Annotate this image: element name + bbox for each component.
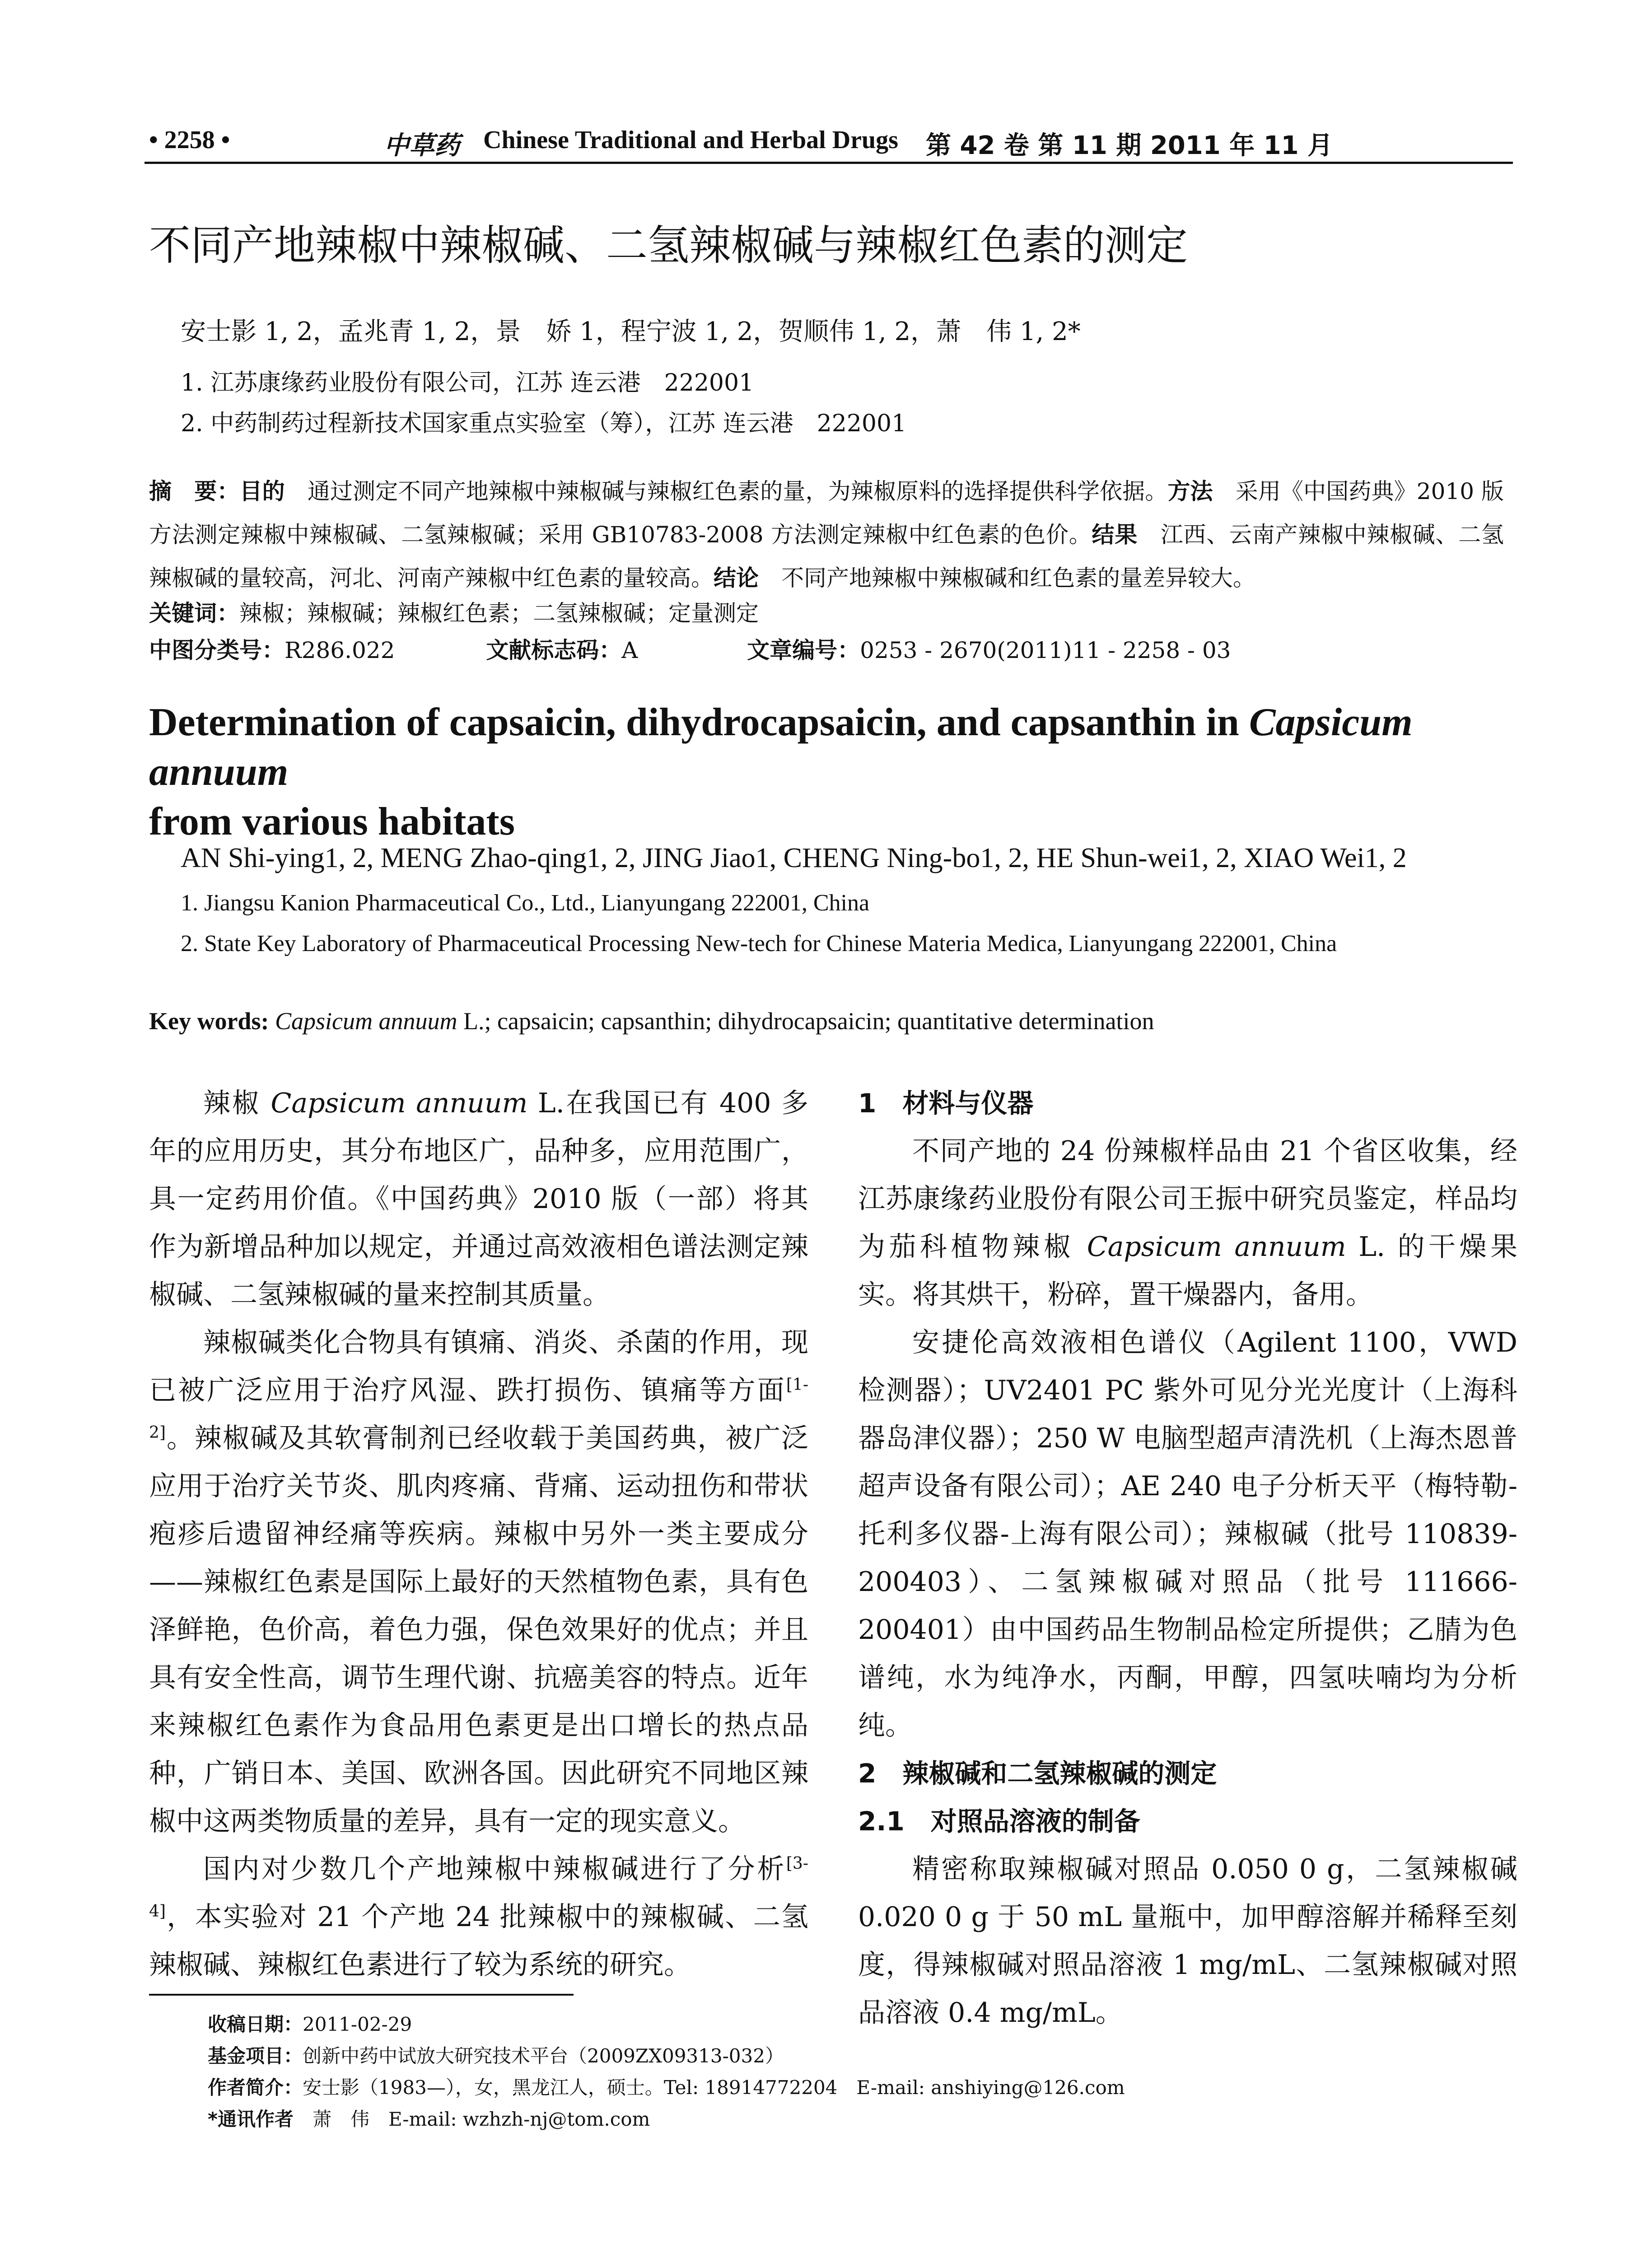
title-en-part2: from various habitats — [149, 800, 515, 844]
article-number-value: 0253 - 2670(2011)11 - 2258 - 03 — [860, 637, 1231, 663]
text: L. 的干燥果实。将其烘干，粉碎，置干燥器内，备用。 — [858, 1231, 1518, 1311]
affiliation-en-2: 2. State Key Laboratory of Pharmaceutical Processing New-tech for Chinese Materia Medica, Lianyungang 222001, China — [181, 931, 1337, 956]
text: L.在我国已有 400 多年的应用历史，其分布地区广，品种多，应用范围广，具一定药用价值。《中国药典》2010 版（一部）将其作为新增品种加以规定，并通过高效液相色谱法测定辣椒碱、二氢辣椒碱的量来控制其质量。 — [149, 1087, 808, 1311]
keywords-en-species: Capsicum annuum — [275, 1008, 457, 1035]
keywords-en-text: L.; capsaicin; capsanthin; dihydrocapsaicin; quantitative determination — [457, 1008, 1154, 1035]
paragraph — [858, 1127, 1517, 1319]
paragraph — [149, 1319, 808, 1845]
abstract-result: 江西、云南产辣椒中辣椒碱、二氢辣椒碱的量较高，河北、河南产辣椒中红色素的量较高。 — [149, 522, 1504, 591]
journal-issue: 第 42 卷 第 11 期 2011 年 11 月 — [926, 131, 1333, 160]
text: 辣椒 — [203, 1087, 271, 1119]
text: 国内对少数几个产地辣椒中辣椒碱进行了分析 — [203, 1853, 786, 1885]
footnote-funding — [208, 2041, 784, 2068]
title-en-part1: Determination of capsaicin, dihydrocapsaicin, and capsanthin in — [149, 700, 1249, 744]
abstract-conclusion: 不同产地辣椒中辣椒碱和红色素的量差异较大。 — [759, 565, 1255, 591]
text: ，本实验对 21 个产地 24 批辣椒中的辣椒碱、二氢辣椒碱、辣椒红色素进行了较为系统的研究。 — [149, 1901, 808, 1981]
body-right-column — [858, 1079, 1517, 2037]
footnote-rule — [149, 1994, 574, 1996]
paragraph: 精密称取辣椒碱对照品 0.050 0 g，二氢辣椒碱 0.020 0 g 于 50 mL 量瓶中，加甲醇溶解并稀释至刻度，得辣椒碱对照品溶液 1 mg/mL、二氢辣椒碱对照品溶液 0.4 mg/mL。 — [858, 1853, 1517, 2029]
abstract-label: 摘 要： — [149, 478, 240, 504]
article-title-cn: 不同产地辣椒中辣椒碱、二氢辣椒碱与辣椒红色素的测定 — [149, 221, 1188, 270]
abstract-objective-label: 目的 — [239, 478, 285, 504]
keywords-cn-text: 辣椒；辣椒碱；辣椒红色素；二氢辣椒碱；定量测定 — [239, 600, 759, 626]
clc-value: R286.022 — [285, 637, 395, 663]
species-name: Capsicum annuum — [271, 1087, 528, 1119]
body-left-column — [149, 1079, 808, 1989]
journal-name-en: Chinese Traditional and Herbal Drugs — [483, 126, 898, 154]
abstract-objective: 通过测定不同产地辣椒中辣椒碱与辣椒红色素的量，为辣椒原料的选择提供科学依据。 — [285, 478, 1168, 504]
abstract-method: 采用《中国药典》2010 版方法测定辣椒中辣椒碱、二氢辣椒碱；采用 GB10783-2008 方法测定辣椒中红色素的色价。 — [149, 478, 1504, 548]
article-number-label: 文章编号： — [747, 637, 860, 663]
abstract-cn — [149, 470, 1504, 600]
text: 辣椒碱类化合物具有镇痛、消炎、杀菌的作用，现已被广泛应用于治疗风湿、跌打损伤、镇痛等方面 — [149, 1327, 808, 1406]
authors-en: AN Shi-ying1, 2, MENG Zhao-qing1, 2, JING Jiao1, CHENG Ning-bo1, 2, HE Shun-wei1, 2, XIAO Wei1, 2 — [181, 843, 1407, 873]
footnote-author — [208, 2073, 1125, 2100]
paragraph: 安捷伦高效液相色谱仪（Agilent 1100，VWD 检测器）；UV2401 PC 紫外可见分光光度计（上海科器岛津仪器）；250 W 电脑型超声清洗机（上海杰恩普超声设备有限公司）；AE 240 电子分析天平（梅特勒-托利多仪器-上海有限公司）；辣椒碱（批号 110839-200403）、二氢辣椒碱对照品（批号 111666-200401）由中国药品生物制品检定所提供；乙腈为色谱纯，水为纯净水，丙酮，甲醇，四氢呋喃均为分析纯。 — [858, 1327, 1517, 1741]
section-heading-2: 2 辣椒碱和二氢辣椒碱的测定 — [858, 1758, 1217, 1789]
footnote-label: 基金项目： — [208, 2045, 303, 2067]
citation: [3-4] — [149, 1854, 808, 1921]
article-title-en — [149, 698, 1526, 847]
authors-cn: 安士影 1, 2，孟兆青 1, 2，景 娇 1，程宁波 1, 2，贺顺伟 1, 2，萧 伟 1, 2* — [181, 317, 1081, 346]
keywords-cn — [149, 592, 1504, 635]
clc-label: 中图分类号： — [149, 637, 285, 663]
page-number: • 2258 • — [149, 126, 230, 154]
footnote-corresponding — [208, 2104, 650, 2132]
text: 。辣椒碱及其软膏制剂已经收载于美国药典，被广泛应用于治疗关节炎、肌肉疼痛、背痛、运动扭伤和带状疱疹后遗留神经痛等疾病。辣椒中另外一类主要成分——辣椒红色素是国际上最好的天然植物色素，具有色泽鲜艳，色价高，着色力强，保色效果好的优点；并且具有安全性高，调节生理代谢、抗癌美容的特点。近年来辣椒红色素作为食品用色素更是出口增长的热点品种，广销日本、美国、欧洲各国。因此研究不同地区辣椒中这两类物质量的差异，具有一定的现实意义。 — [149, 1423, 808, 1837]
affiliation-en-1: 1. Jiangsu Kanion Pharmaceutical Co., Ltd., Lianyungang 222001, China — [181, 890, 870, 916]
footnote-received — [208, 2010, 412, 2037]
paragraph — [149, 1079, 808, 1319]
footnote-label: 作者简介： — [208, 2076, 303, 2099]
keywords-en-label: Key words: — [149, 1008, 269, 1035]
paragraph — [149, 1845, 808, 1989]
section-heading-2-1: 2.1 对照品溶液的制备 — [858, 1806, 1140, 1837]
citation: [1-2] — [149, 1376, 808, 1442]
footnote-text: 萧 伟 E-mail: wzhzh-nj@tom.com — [293, 2108, 650, 2130]
footnote-text: 创新中药中试放大研究技术平台（2009ZX09313-032） — [303, 2045, 784, 2067]
affiliation-cn-1: 1. 江苏康缘药业股份有限公司，江苏 连云港 222001 — [181, 369, 754, 397]
title-en-species: Capsicum annuum — [149, 700, 1413, 794]
classification-row — [149, 632, 1231, 665]
text: 不同产地的 24 份辣椒样品由 21 个省区收集，经江苏康缘药业股份有限公司王振中研究员鉴定，样品均为茄科植物辣椒 — [858, 1135, 1517, 1263]
keywords-en — [149, 1007, 1154, 1035]
abstract-conclusion-label: 结论 — [714, 565, 759, 591]
abstract-result-label: 结果 — [1092, 522, 1138, 548]
section-heading-1: 1 材料与仪器 — [858, 1088, 1034, 1119]
journal-name-cn: 中草药 — [384, 131, 460, 160]
header-rule — [145, 162, 1513, 164]
footnote-label: *通讯作者 — [208, 2108, 294, 2130]
footnote-text: 2011-02-29 — [303, 2013, 412, 2035]
footnote-text: 安士影（1983—），女，黑龙江人，硕士。Tel: 18914772204 E-mail: anshiying@126.com — [303, 2076, 1125, 2099]
doc-code-label: 文献标志码： — [486, 637, 622, 663]
footnote-label: 收稿日期： — [208, 2013, 303, 2035]
abstract-method-label: 方法 — [1167, 478, 1213, 504]
doc-code-value: A — [621, 637, 638, 663]
affiliation-cn-2: 2. 中药制药过程新技术国家重点实验室（筹），江苏 连云港 222001 — [181, 410, 907, 437]
keywords-cn-label: 关键词： — [149, 600, 239, 626]
species-name: Capsicum annuum — [1087, 1231, 1346, 1263]
